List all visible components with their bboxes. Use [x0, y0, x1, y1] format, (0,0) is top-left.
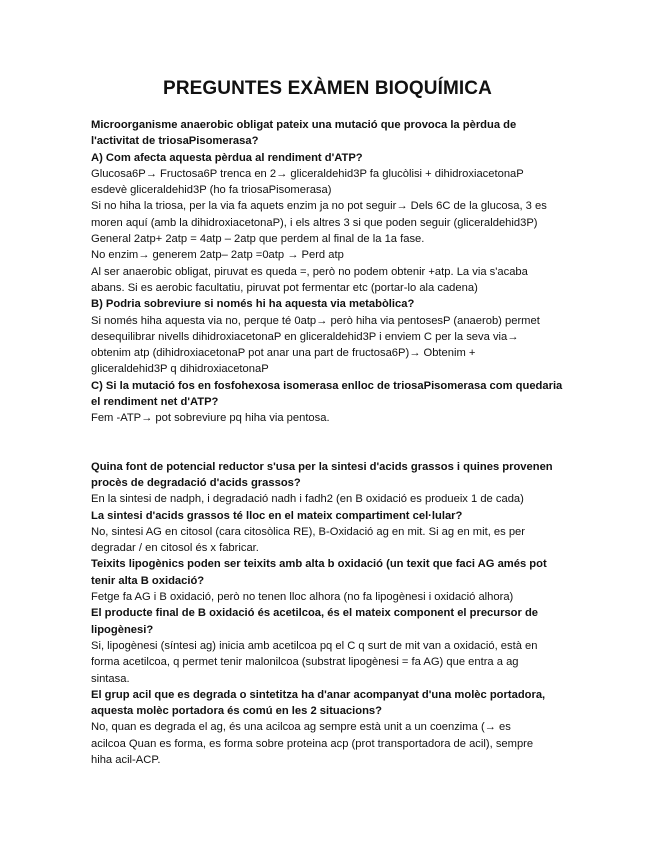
answer-line: degradar / en citosol és x fabricar. — [91, 542, 259, 555]
answer-line: No enzim→ generem 2atp– 2atp =0atp → Perd atp — [91, 249, 344, 262]
section-heading-line: l'activitat de triosaPisomerasa? — [91, 135, 259, 148]
section-trisosa-mutation — [91, 117, 571, 427]
question-line: Teixits lipogènics poden ser teixits amb alta b oxidació (un texit que faci AG amés pot — [91, 558, 547, 571]
answer-line: abans. Si es aerobic facultatiu, piruvat pot fermentar etc (portar-lo ala cadena) — [91, 281, 478, 294]
answer-line: gliceraldehid3P q dihidroxiacetonaP — [91, 363, 269, 376]
answer-line: sintasa. — [91, 672, 130, 685]
question-line: aquesta molèc portadora és comú en les 2 situacions? — [91, 705, 382, 718]
answer-line: En la sintesi de nadph, i degradació nadh i fadh2 (en B oxidació es produeix 1 de cada) — [91, 493, 524, 506]
answer-line: obtenim atp (dihidroxiacetonaP pot anar una part de fructosa6P)→ Obtenim + — [91, 347, 476, 360]
question-line: Quina font de potencial reductor s'usa per la sintesi d'acids grassos i quines provenen — [91, 460, 553, 473]
answer-line: Glucosa6P→ Fructosa6P trenca en 2→ gliceraldehid3P fa glucòlisi + dihidroxiacetonaP — [91, 167, 524, 180]
answer-line: moren aquí (amb la dihidroxiacetonaP), i els altres 3 si que poden seguir (gliceraldehid3P) — [91, 216, 538, 229]
answer-line: Fem -ATP→ pot sobreviure pq hiha via pentosa. — [91, 412, 330, 425]
answer-line: desequilibrar nivells dihidroxiacetonaP en gliceraldehid3P i enviem C per la seva via→ — [91, 330, 519, 343]
answer-line: Si només hiha aquesta via no, perque té 0atp→ però hiha via pentosesP (anaerob) permet — [91, 314, 540, 327]
answer-line: hiha acil-ACP. — [91, 753, 161, 766]
question-line: lipogènesi? — [91, 623, 154, 636]
question-line: procès de degradació d'acids grassos? — [91, 476, 301, 489]
answer-line: No, quan es degrada el ag, és una acilcoa ag sempre està unit a un coenzima (→ es — [91, 721, 511, 734]
answer-line: forma acetilcoa, q permet tenir malonilcoa (substrat lipogènesi = fa AG) que entra a ag — [91, 656, 519, 669]
document-body — [91, 117, 571, 768]
page-title: PREGUNTES EXÀMEN BIOQUÍMICA — [163, 78, 492, 99]
question-line: B) Podria sobreviure si només hi ha aquesta via metabòlica? — [91, 298, 415, 311]
answer-line: Fetge fa AG i B oxidació, però no tenen lloc alhora (no fa lipogènesi i oxidació alhora) — [91, 591, 514, 604]
answer-line: General 2atp+ 2atp = 4atp – 2atp que perdem al final de la 1a fase. — [91, 233, 425, 246]
question-line: El grup acil que es degrada o sintetitza ha d'anar acompanyat d'una molèc portadora, — [91, 688, 546, 701]
answer-line: No, sintesi AG en citosol (cara citosòlica RE), B-Oxidació ag en mit. Si ag en mit, es per — [91, 525, 526, 538]
answer-line: esdevè gliceraldehid3P (ho fa triosaPisomerasa) — [91, 184, 332, 197]
question-line: C) Si la mutació fos en fosfohexosa isomerasa enlloc de triosaPisomerasa com quedaria — [91, 379, 563, 392]
section-fatty-acids — [91, 459, 571, 769]
question-line: tenir alta B oxidació? — [91, 574, 205, 587]
answer-line: acilcoa Quan es forma, es forma sobre proteina acp (prot transportadora de acil), sempre — [91, 737, 534, 750]
section-heading-line: Microorganisme anaerobic obligat pateix una mutació que provoca la pèrdua de — [91, 119, 517, 131]
answer-line: Si, lipogènesi (síntesi ag) inicia amb acetilcoa pq el C q surt de mit van a oxidació, està en — [91, 639, 538, 652]
question-line: El producte final de B oxidació és acetilcoa, és el mateix component el precursor de — [91, 607, 539, 620]
answer-line: Al ser anaerobic obligat, piruvat es queda =, però no podem obtenir +atp. La via s'acaba — [91, 265, 528, 278]
section-spacer — [91, 427, 571, 459]
answer-line: Si no hiha la triosa, per la via fa aquets enzim ja no pot seguir→ Dels 6C de la glucosa, 3 es — [91, 200, 547, 213]
question-line: A) Com afecta aquesta pèrdua al rendiment d'ATP? — [91, 151, 363, 164]
question-line: La sintesi d'acids grassos té lloc en el mateix compartiment cel·lular? — [91, 509, 463, 522]
question-line: el rendiment net d'ATP? — [91, 396, 219, 409]
